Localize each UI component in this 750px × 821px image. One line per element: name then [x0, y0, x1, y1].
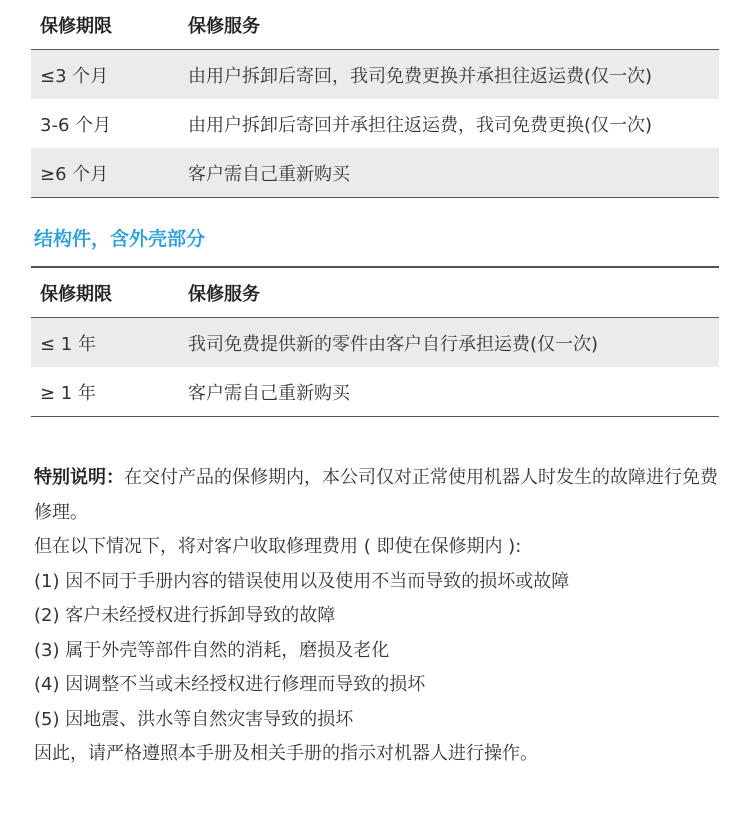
list-item: (5) 因地震、洪水等自然灾害导致的损坏 [34, 708, 354, 730]
table-header-row [31, 0, 719, 50]
period-cell: 3-6 个月 [40, 114, 112, 136]
warranty-table-1 [31, 0, 719, 198]
notes-intro [34, 461, 724, 530]
table-row [31, 148, 719, 198]
header-period: 保修期限 [40, 283, 112, 305]
notes-closing: 因此，请严格遵照本手册及相关手册的指示对机器人进行操作。 [34, 743, 538, 764]
service-cell: 客户需自己重新购买 [188, 382, 350, 404]
header-service: 保修服务 [188, 15, 260, 37]
table-row [31, 99, 719, 148]
warranty-table-2 [31, 266, 719, 417]
notes-intro-text: 在交付产品的保修期内，本公司仅对正常使用机器人时发生的故障进行免费修理。 [34, 467, 718, 523]
period-cell: ≤3 个月 [40, 65, 109, 87]
table-row [31, 367, 719, 417]
header-period: 保修期限 [40, 15, 112, 37]
list-item: (4) 因调整不当或未经授权进行修理而导致的损坏 [34, 674, 426, 695]
service-cell: 客户需自己重新购买 [188, 163, 350, 185]
list-item: (2) 客户未经授权进行拆卸导致的故障 [34, 605, 336, 626]
list-item: (3) 属于外壳等部件自然的消耗，磨损及老化 [34, 639, 390, 661]
section-title-structural-parts: 结构件，含外壳部分 [34, 228, 206, 250]
service-cell: 我司免费提供新的零件由客户自行承担运费(仅一次) [188, 333, 599, 355]
table-header-row [31, 266, 719, 318]
header-service: 保修服务 [188, 283, 260, 305]
notes-condition: 但在以下情况下，将对客户收取修理费用 ( 即使在保修期内 ): [34, 536, 522, 557]
period-cell: ≥6 个月 [40, 163, 109, 185]
period-cell: ≤ 1 年 [40, 333, 96, 355]
table-row [31, 50, 719, 99]
service-cell: 由用户拆卸后寄回，我司免费更换并承担往返运费(仅一次) [188, 65, 653, 87]
notes-label: 特别说明： [34, 467, 124, 488]
list-item: (1) 因不同于手册内容的错误使用以及使用不当而导致的损坏或故障 [34, 570, 570, 592]
special-notes [34, 461, 724, 772]
table-row [31, 318, 719, 367]
period-cell: ≥ 1 年 [40, 382, 96, 404]
service-cell: 由用户拆卸后寄回并承担往返运费，我司免费更换(仅一次) [188, 114, 653, 136]
